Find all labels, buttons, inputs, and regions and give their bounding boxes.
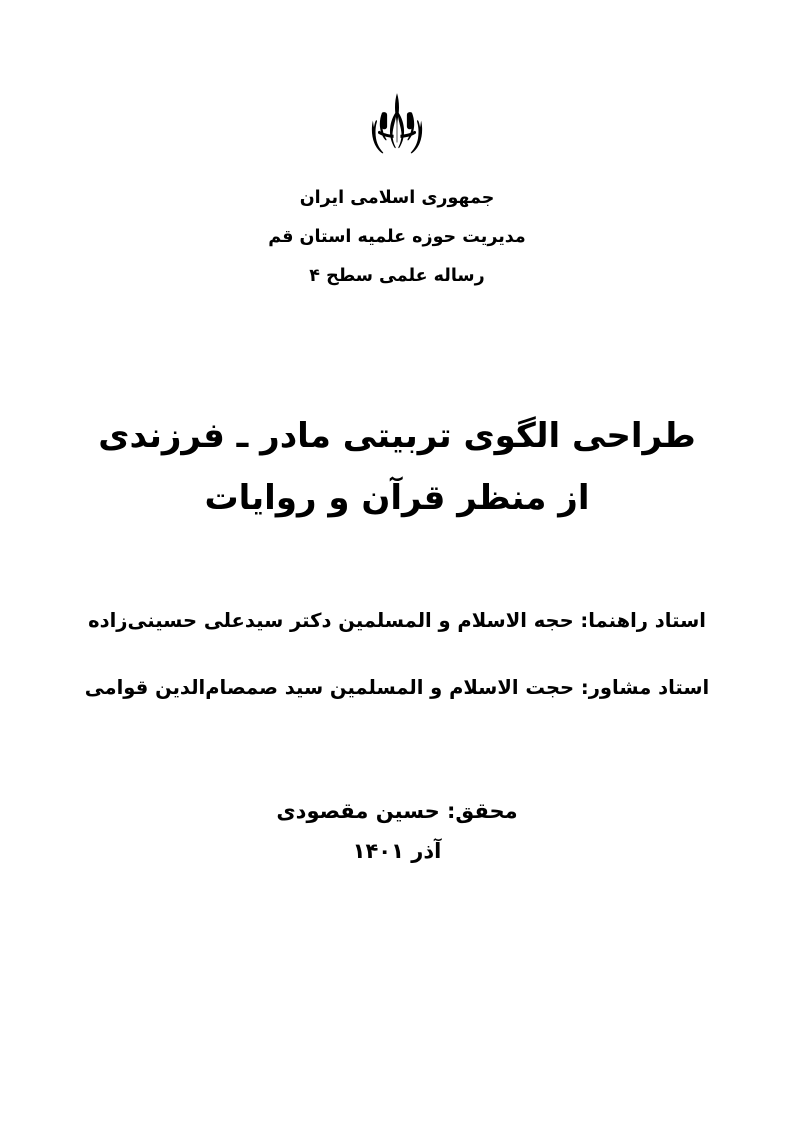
title-line-2: از منظر قرآن و روایات xyxy=(204,477,590,518)
header-line-country: جمهوری اسلامی ایران xyxy=(299,188,495,208)
page-title xyxy=(70,414,724,520)
iran-emblem-icon xyxy=(354,88,440,174)
publication-date: آذر ۱۴۰۱ xyxy=(352,839,442,864)
title-line-1: طراحی الگوی تربیتی مادر ـ فرزندی xyxy=(98,415,696,456)
supervisor-advisor: استاد مشاور: حجت الاسلام و المسلمین سید صمصام‌الدین قوامی xyxy=(84,676,710,700)
header-line-doc-type: رساله علمی سطح ۴ xyxy=(309,265,485,286)
header-line-institution: مدیریت حوزه علمیه استان قم xyxy=(268,226,526,247)
supervisors-block xyxy=(70,608,724,701)
author-block xyxy=(276,797,517,866)
supervisor-main: استاد راهنما: حجه الاسلام و المسلمین دکتر سیدعلی حسینی‌زاده xyxy=(88,609,706,632)
header-block xyxy=(268,188,525,288)
researcher-name: محقق: حسین مقصودی xyxy=(276,798,518,823)
